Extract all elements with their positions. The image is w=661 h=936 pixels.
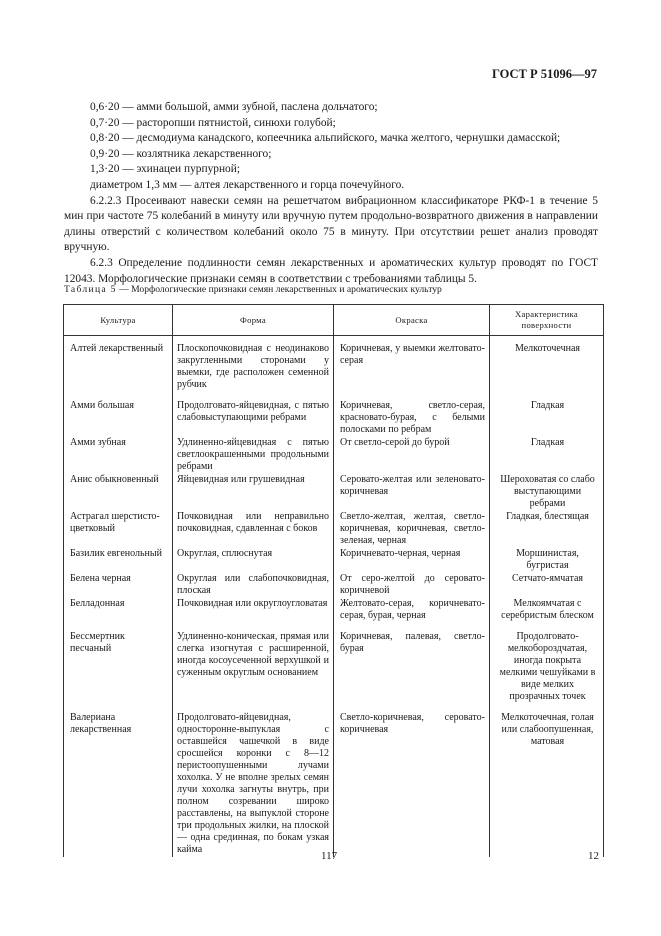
cell-color: Желтовато-серая, коричневато-серая, бурая, черная [334, 598, 490, 623]
table-caption [64, 284, 604, 295]
cell-form: Удлиненно-яйцевидная с пятью светлоокрашенными продольными ребрами [173, 437, 334, 474]
cell-color: Светло-желтая, желтая, светло-коричневая, коричневая, светло-зеленая, черная [334, 511, 490, 548]
cell-culture: Амми большая [64, 400, 173, 437]
header-surface: Характеристика поверхности [490, 305, 604, 336]
cell-color: Коричневая, палевая, светло-бурая [334, 631, 490, 704]
cell-surface: Шероховатая со слабо выступающими ребрами [490, 474, 604, 511]
paragraph: 1,3·20 — эхинацеи пурпурной; [90, 163, 241, 176]
paragraph: 0,6·20 — амми большой, амми зубной, паслена дольчатого; [90, 101, 378, 113]
body-text [64, 100, 598, 287]
table-row [64, 631, 604, 704]
cell-surface: Гладкая [490, 437, 604, 474]
table-caption-text: — Морфологические признаки семян лекарственных и ароматических культур [116, 284, 442, 295]
cell-color: Коричневато-черная, черная [334, 548, 490, 573]
cell-surface: Гладкая [490, 400, 604, 437]
cell-color: Коричневая, у выемки желтовато-серая [334, 336, 490, 393]
cell-color: Серовато-желтая или зеленовато-коричневая [334, 474, 490, 511]
paragraph: 0,7·20 — расторопши пятнистой, синюхи голубой; [90, 116, 336, 129]
cell-surface: Мелкоточечная, голая или слабоопушенная, матовая [490, 712, 604, 857]
cell-color: Светло-коричневая, серовато-коричневая [334, 712, 490, 857]
cell-surface: Моршинистая, бугристая [490, 548, 604, 573]
table-header-row [64, 305, 604, 336]
table-row [64, 336, 604, 393]
table-row [64, 712, 604, 857]
cell-form: Плоскопочковидная с неодинаково закругленными сторонами у выемки, где расположен семенной рубчик [173, 336, 334, 393]
table-row [64, 474, 604, 511]
cell-culture: Белена черная [64, 573, 173, 598]
table-row [64, 437, 604, 474]
table-row [64, 598, 604, 623]
cell-culture: Анис обыкновенный [64, 474, 173, 511]
cell-culture: Астрагал шерстисто-цветковый [64, 511, 173, 548]
page-number-center: 117 [321, 850, 338, 862]
cell-culture: Бессмертник песчаный [64, 631, 173, 704]
cell-form: Продолговато-яйцевидная, с пятью слабовыступающими ребрами [173, 400, 334, 437]
cell-culture: Белладонная [64, 598, 173, 623]
cell-form: Яйцевидная или грушевидная [173, 474, 334, 511]
cell-surface: Мелкоямчатая с серебристым блеском [490, 598, 604, 623]
cell-culture: Базилик евгенольный [64, 548, 173, 573]
paragraph: 6.2.3 Определение подлинности семян лекарственных и ароматических культур проводят по ГОСТ 12043. Морфологические признаки семян в соответствии с требованиями таблицы 5. [64, 256, 598, 285]
standard-designation: ГОСТ Р 51096—97 [491, 67, 597, 81]
seed-morphology-table [63, 304, 604, 857]
paragraph: 6.2.2.3 Просеивают навески семян на решетчатом вибрационном классификаторе РКФ-1 в течение 5 мин при частоте 75 колебаний в минуту или вручную путем продольно-возвратного движения в направлении длины отверстий с количеством колебаний около 75 в минуту. При отсутствии решет анализ проводят вручную. [64, 194, 598, 254]
cell-color: От светло-серой до бурой [334, 437, 490, 474]
cell-form: Продолговато-яйцевидная, односторонне-выпуклая с оставшейся чашечкой в виде сросшейся коронки с 8—12 перистоопушенными лучами хохолка. У не вполне зрелых семян лучи хохолка загнуты внутрь, при полном созревании широко расставлены, на выпуклой стороне три продольных жилки, на плоской — одна срединная, по бокам узкая кайма [173, 712, 334, 857]
cell-form: Удлиненно-коническая, прямая или слегка изогнутая с расширенной, иногда косоусеченной верхушкой и суженным округлым основанием [173, 631, 334, 704]
cell-form: Почковидная или округлоугловатая [173, 598, 334, 623]
paragraph: 0,8·20 — десмодиума канадского, копеечника альпийского, мачка желтого, чернушки дамасской; [90, 132, 561, 145]
header-color: Окраска [334, 305, 490, 336]
cell-color: От серо-желтой до серовато-коричневой [334, 573, 490, 598]
cell-culture: Алтей лекарственный [64, 336, 173, 393]
cell-surface: Сетчато-ямчатая [490, 573, 604, 598]
cell-culture: Валериана лекарственная [64, 712, 173, 857]
paragraph: диаметром 1,3 мм — алтея лекарственного и горца почечуйного. [90, 178, 405, 191]
header-culture: Культура [64, 305, 173, 336]
table-row [64, 548, 604, 573]
cell-culture: Амми зубная [64, 437, 173, 474]
cell-color: Коричневая, светло-серая, красновато-бурая, с белыми полосками по ребрам [334, 400, 490, 437]
cell-surface: Продолговато-мелкобороздчатая, иногда покрыта мелкими чешуйками в виде мелких прозрачных точек [490, 631, 604, 704]
table-row [64, 400, 604, 437]
paragraph: 0,9·20 — козлятника лекарственного; [90, 147, 272, 160]
table-row [64, 511, 604, 548]
cell-surface: Гладкая, блестящая [490, 511, 604, 548]
cell-surface: Мелкоточечная [490, 336, 604, 393]
cell-form: Округлая, сплюснутая [173, 548, 334, 573]
cell-form: Почковидная или неправильно почковидная, сдавленная с боков [173, 511, 334, 548]
table-caption-label: Таблица 5 [64, 284, 117, 295]
table-row [64, 573, 604, 598]
cell-form: Округлая или слабопочковидная, плоская [173, 573, 334, 598]
header-form: Форма [173, 305, 334, 336]
page-number-right: 12 [588, 850, 599, 862]
